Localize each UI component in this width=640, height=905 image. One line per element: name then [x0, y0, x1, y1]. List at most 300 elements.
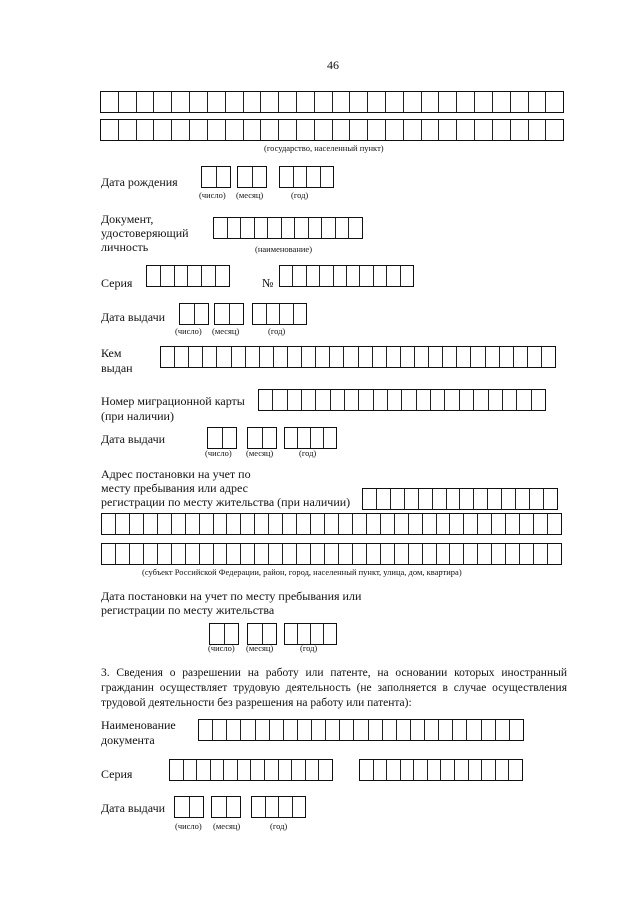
character-cell[interactable] [421, 120, 439, 140]
character-cell[interactable] [264, 760, 278, 780]
character-cell[interactable] [468, 760, 482, 780]
character-cell[interactable] [528, 92, 546, 112]
character-cell[interactable] [189, 797, 204, 817]
character-cell[interactable] [157, 514, 171, 534]
character-cell[interactable] [324, 514, 338, 534]
character-cell[interactable] [408, 514, 422, 534]
character-cell[interactable] [285, 428, 297, 448]
address-grid-row-3[interactable] [101, 543, 562, 565]
character-cell[interactable] [545, 92, 563, 112]
character-cell[interactable] [226, 544, 240, 564]
character-cell[interactable] [279, 304, 293, 324]
birth-month-grid[interactable] [237, 166, 267, 188]
character-cell[interactable] [390, 489, 404, 509]
character-cell[interactable] [305, 760, 319, 780]
work-series-grid[interactable] [169, 759, 333, 781]
character-cell[interactable] [463, 514, 477, 534]
character-cell[interactable] [118, 92, 136, 112]
character-cell[interactable] [213, 544, 227, 564]
character-cell[interactable] [161, 347, 174, 367]
character-cell[interactable] [499, 347, 513, 367]
character-cell[interactable] [224, 624, 239, 644]
address-grid-row-1[interactable] [362, 488, 558, 510]
character-cell[interactable] [296, 514, 310, 534]
character-cell[interactable] [527, 347, 541, 367]
character-cell[interactable] [248, 428, 262, 448]
character-cell[interactable] [207, 92, 225, 112]
character-cell[interactable] [308, 218, 322, 238]
character-cell[interactable] [474, 92, 492, 112]
character-cell[interactable] [376, 489, 390, 509]
character-cell[interactable] [533, 544, 547, 564]
character-cell[interactable] [171, 92, 189, 112]
character-cell[interactable] [268, 544, 282, 564]
character-cell[interactable] [543, 489, 557, 509]
character-cell[interactable] [485, 347, 499, 367]
character-cell[interactable] [225, 92, 243, 112]
character-cell[interactable] [315, 347, 329, 367]
character-cell[interactable] [215, 266, 229, 286]
character-cell[interactable] [456, 347, 470, 367]
character-cell[interactable] [428, 347, 442, 367]
character-cell[interactable] [531, 390, 545, 410]
character-cell[interactable] [212, 720, 226, 740]
character-cell[interactable] [311, 720, 325, 740]
character-cell[interactable] [323, 624, 336, 644]
character-cell[interactable] [509, 720, 523, 740]
character-cell[interactable] [216, 167, 231, 187]
character-cell[interactable] [367, 120, 385, 140]
character-cell[interactable] [454, 760, 468, 780]
character-cell[interactable] [194, 304, 209, 324]
character-cell[interactable] [301, 347, 315, 367]
character-cell[interactable] [252, 167, 267, 187]
character-cell[interactable] [183, 760, 197, 780]
character-cell[interactable] [319, 266, 332, 286]
character-cell[interactable] [487, 489, 501, 509]
character-cell[interactable] [332, 92, 350, 112]
character-cell[interactable] [199, 544, 213, 564]
migration-issue-day-grid[interactable] [207, 427, 237, 449]
character-cell[interactable] [153, 120, 171, 140]
character-cell[interactable] [240, 514, 254, 534]
character-cell[interactable] [143, 514, 157, 534]
character-cell[interactable] [473, 390, 487, 410]
character-cell[interactable] [238, 167, 252, 187]
character-cell[interactable] [171, 514, 185, 534]
character-cell[interactable] [296, 544, 310, 564]
character-cell[interactable] [387, 390, 401, 410]
character-cell[interactable] [436, 544, 450, 564]
character-cell[interactable] [545, 120, 563, 140]
character-cell[interactable] [533, 514, 547, 534]
character-cell[interactable] [208, 428, 222, 448]
character-cell[interactable] [416, 390, 430, 410]
birth-year-grid[interactable] [279, 166, 334, 188]
character-cell[interactable] [101, 92, 118, 112]
character-cell[interactable] [366, 514, 380, 534]
character-cell[interactable] [452, 720, 466, 740]
character-cell[interactable] [459, 489, 473, 509]
character-cell[interactable] [180, 304, 194, 324]
character-cell[interactable] [272, 390, 286, 410]
character-cell[interactable] [442, 347, 456, 367]
character-cell[interactable] [278, 120, 296, 140]
character-cell[interactable] [349, 92, 367, 112]
id-issue-day-grid[interactable] [179, 303, 209, 325]
character-cell[interactable] [240, 720, 254, 740]
character-cell[interactable] [210, 760, 224, 780]
id-series-grid[interactable] [146, 265, 230, 287]
character-cell[interactable] [508, 760, 522, 780]
character-cell[interactable] [278, 760, 292, 780]
character-cell[interactable] [213, 514, 227, 534]
character-cell[interactable] [444, 390, 458, 410]
character-cell[interactable] [438, 720, 452, 740]
issued-by-grid[interactable] [160, 346, 556, 368]
character-cell[interactable] [310, 514, 324, 534]
character-cell[interactable] [339, 720, 353, 740]
character-cell[interactable] [310, 428, 323, 448]
character-cell[interactable] [129, 514, 143, 534]
character-cell[interactable] [373, 390, 387, 410]
id-doc-name-grid[interactable] [213, 217, 363, 239]
character-cell[interactable] [171, 120, 189, 140]
character-cell[interactable] [254, 514, 268, 534]
character-cell[interactable] [400, 266, 413, 286]
character-cell[interactable] [189, 120, 207, 140]
character-cell[interactable] [280, 266, 292, 286]
character-cell[interactable] [477, 514, 491, 534]
character-cell[interactable] [459, 390, 473, 410]
character-cell[interactable] [481, 760, 495, 780]
character-cell[interactable] [214, 218, 227, 238]
character-cell[interactable] [294, 218, 308, 238]
character-cell[interactable] [346, 266, 359, 286]
character-cell[interactable] [424, 720, 438, 740]
character-cell[interactable] [231, 347, 245, 367]
character-cell[interactable] [227, 218, 241, 238]
character-cell[interactable] [491, 514, 505, 534]
character-cell[interactable] [196, 760, 210, 780]
character-cell[interactable] [323, 428, 336, 448]
character-cell[interactable] [310, 544, 324, 564]
character-cell[interactable] [226, 514, 240, 534]
character-cell[interactable] [201, 266, 215, 286]
character-cell[interactable] [210, 624, 224, 644]
character-cell[interactable] [207, 120, 225, 140]
character-cell[interactable] [382, 720, 396, 740]
character-cell[interactable] [414, 347, 428, 367]
character-cell[interactable] [255, 720, 269, 740]
character-cell[interactable] [240, 544, 254, 564]
character-cell[interactable] [260, 120, 278, 140]
character-cell[interactable] [366, 544, 380, 564]
id-number-grid[interactable] [279, 265, 414, 287]
character-cell[interactable] [547, 514, 561, 534]
character-cell[interactable] [282, 544, 296, 564]
birthplace-grid-row-1[interactable] [100, 91, 564, 113]
character-cell[interactable] [386, 266, 399, 286]
character-cell[interactable] [153, 92, 171, 112]
character-cell[interactable] [501, 489, 515, 509]
character-cell[interactable] [363, 489, 376, 509]
character-cell[interactable] [101, 120, 118, 140]
character-cell[interactable] [287, 347, 301, 367]
character-cell[interactable] [202, 347, 216, 367]
character-cell[interactable] [118, 120, 136, 140]
character-cell[interactable] [386, 347, 400, 367]
character-cell[interactable] [380, 544, 394, 564]
character-cell[interactable] [432, 489, 446, 509]
character-cell[interactable] [212, 797, 226, 817]
character-cell[interactable] [385, 120, 403, 140]
character-cell[interactable] [477, 544, 491, 564]
character-cell[interactable] [287, 390, 301, 410]
character-cell[interactable] [248, 624, 262, 644]
character-cell[interactable] [143, 544, 157, 564]
character-cell[interactable] [245, 347, 259, 367]
character-cell[interactable] [262, 428, 277, 448]
character-cell[interactable] [297, 624, 310, 644]
character-cell[interactable] [297, 428, 310, 448]
character-cell[interactable] [115, 514, 129, 534]
character-cell[interactable] [226, 797, 241, 817]
registration-month-grid[interactable] [247, 623, 277, 645]
work-issue-day-grid[interactable] [174, 796, 204, 818]
character-cell[interactable] [253, 304, 266, 324]
character-cell[interactable] [502, 390, 516, 410]
character-cell[interactable] [380, 514, 394, 534]
character-cell[interactable] [372, 347, 386, 367]
character-cell[interactable] [296, 92, 314, 112]
character-cell[interactable] [226, 720, 240, 740]
character-cell[interactable] [225, 120, 243, 140]
character-cell[interactable] [199, 720, 212, 740]
character-cell[interactable] [436, 514, 450, 534]
character-cell[interactable] [528, 120, 546, 140]
character-cell[interactable] [301, 390, 315, 410]
registration-day-grid[interactable] [209, 623, 239, 645]
character-cell[interactable] [216, 347, 230, 367]
character-cell[interactable] [265, 797, 279, 817]
character-cell[interactable] [495, 760, 509, 780]
character-cell[interactable] [505, 514, 519, 534]
character-cell[interactable] [292, 266, 305, 286]
character-cell[interactable] [529, 489, 543, 509]
character-cell[interactable] [223, 760, 237, 780]
character-cell[interactable] [330, 390, 344, 410]
character-cell[interactable] [175, 797, 189, 817]
character-cell[interactable] [513, 347, 527, 367]
character-cell[interactable] [229, 304, 244, 324]
character-cell[interactable] [267, 218, 281, 238]
migration-card-number-grid[interactable] [258, 389, 546, 411]
character-cell[interactable] [254, 544, 268, 564]
character-cell[interactable] [400, 760, 414, 780]
character-cell[interactable] [488, 390, 502, 410]
character-cell[interactable] [202, 167, 216, 187]
character-cell[interactable] [280, 167, 293, 187]
character-cell[interactable] [285, 624, 297, 644]
character-cell[interactable] [338, 514, 352, 534]
character-cell[interactable] [408, 544, 422, 564]
character-cell[interactable] [283, 720, 297, 740]
character-cell[interactable] [519, 544, 533, 564]
character-cell[interactable] [440, 760, 454, 780]
character-cell[interactable] [318, 760, 332, 780]
character-cell[interactable] [332, 120, 350, 140]
character-cell[interactable] [314, 120, 332, 140]
character-cell[interactable] [430, 390, 444, 410]
character-cell[interactable] [446, 489, 460, 509]
character-cell[interactable] [373, 760, 387, 780]
character-cell[interactable] [422, 544, 436, 564]
migration-issue-month-grid[interactable] [247, 427, 277, 449]
migration-issue-year-grid[interactable] [284, 427, 337, 449]
character-cell[interactable] [492, 120, 510, 140]
character-cell[interactable] [510, 92, 528, 112]
character-cell[interactable] [188, 347, 202, 367]
character-cell[interactable] [262, 624, 277, 644]
character-cell[interactable] [147, 266, 160, 286]
character-cell[interactable] [495, 720, 509, 740]
character-cell[interactable] [293, 304, 307, 324]
character-cell[interactable] [315, 390, 329, 410]
character-cell[interactable] [348, 218, 362, 238]
character-cell[interactable] [293, 167, 307, 187]
character-cell[interactable] [515, 489, 529, 509]
character-cell[interactable] [396, 720, 410, 740]
character-cell[interactable] [269, 720, 283, 740]
address-grid-row-2[interactable] [101, 513, 562, 535]
character-cell[interactable] [456, 92, 474, 112]
character-cell[interactable] [185, 514, 199, 534]
character-cell[interactable] [115, 544, 129, 564]
work-doc-name-grid[interactable] [198, 719, 524, 741]
character-cell[interactable] [353, 720, 367, 740]
character-cell[interactable] [519, 514, 533, 534]
character-cell[interactable] [418, 489, 432, 509]
character-cell[interactable] [470, 347, 484, 367]
character-cell[interactable] [404, 489, 418, 509]
registration-year-grid[interactable] [284, 623, 337, 645]
work-issue-year-grid[interactable] [251, 796, 306, 818]
character-cell[interactable] [360, 760, 373, 780]
character-cell[interactable] [102, 514, 115, 534]
character-cell[interactable] [240, 218, 254, 238]
character-cell[interactable] [547, 544, 561, 564]
character-cell[interactable] [473, 489, 487, 509]
character-cell[interactable] [320, 167, 334, 187]
character-cell[interactable] [268, 514, 282, 534]
id-issue-year-grid[interactable] [252, 303, 307, 325]
character-cell[interactable] [349, 120, 367, 140]
character-cell[interactable] [170, 760, 183, 780]
character-cell[interactable] [254, 218, 268, 238]
id-issue-month-grid[interactable] [214, 303, 244, 325]
character-cell[interactable] [394, 544, 408, 564]
character-cell[interactable] [325, 720, 339, 740]
character-cell[interactable] [413, 760, 427, 780]
character-cell[interactable] [306, 167, 320, 187]
character-cell[interactable] [329, 347, 343, 367]
character-cell[interactable] [463, 544, 477, 564]
work-issue-month-grid[interactable] [211, 796, 241, 818]
character-cell[interactable] [273, 347, 287, 367]
character-cell[interactable] [505, 544, 519, 564]
character-cell[interactable] [410, 720, 424, 740]
character-cell[interactable] [157, 544, 171, 564]
character-cell[interactable] [281, 218, 295, 238]
character-cell[interactable] [102, 544, 115, 564]
character-cell[interactable] [292, 797, 306, 817]
character-cell[interactable] [421, 92, 439, 112]
character-cell[interactable] [237, 760, 251, 780]
character-cell[interactable] [260, 92, 278, 112]
character-cell[interactable] [401, 390, 415, 410]
character-cell[interactable] [136, 92, 154, 112]
character-cell[interactable] [129, 544, 143, 564]
character-cell[interactable] [335, 218, 349, 238]
character-cell[interactable] [403, 92, 421, 112]
character-cell[interactable] [516, 390, 530, 410]
character-cell[interactable] [185, 544, 199, 564]
character-cell[interactable] [438, 92, 456, 112]
character-cell[interactable] [358, 390, 372, 410]
work-number-grid[interactable] [359, 759, 523, 781]
character-cell[interactable] [385, 92, 403, 112]
character-cell[interactable] [296, 120, 314, 140]
character-cell[interactable] [491, 544, 505, 564]
character-cell[interactable] [358, 347, 372, 367]
character-cell[interactable] [187, 266, 201, 286]
character-cell[interactable] [449, 544, 463, 564]
character-cell[interactable] [368, 720, 382, 740]
character-cell[interactable] [282, 514, 296, 534]
character-cell[interactable] [541, 347, 555, 367]
character-cell[interactable] [291, 760, 305, 780]
character-cell[interactable] [174, 266, 188, 286]
character-cell[interactable] [189, 92, 207, 112]
character-cell[interactable] [386, 760, 400, 780]
character-cell[interactable] [243, 92, 261, 112]
character-cell[interactable] [359, 266, 372, 286]
character-cell[interactable] [252, 797, 265, 817]
character-cell[interactable] [259, 390, 272, 410]
character-cell[interactable] [215, 304, 229, 324]
character-cell[interactable] [438, 120, 456, 140]
character-cell[interactable] [403, 120, 421, 140]
birthplace-grid-row-2[interactable] [100, 119, 564, 141]
character-cell[interactable] [278, 92, 296, 112]
character-cell[interactable] [259, 347, 273, 367]
character-cell[interactable] [333, 266, 346, 286]
character-cell[interactable] [243, 120, 261, 140]
character-cell[interactable] [136, 120, 154, 140]
character-cell[interactable] [352, 514, 366, 534]
character-cell[interactable] [474, 120, 492, 140]
character-cell[interactable] [278, 797, 292, 817]
character-cell[interactable] [466, 720, 480, 740]
character-cell[interactable] [427, 760, 441, 780]
character-cell[interactable] [160, 266, 174, 286]
character-cell[interactable] [456, 120, 474, 140]
character-cell[interactable] [373, 266, 386, 286]
character-cell[interactable] [394, 514, 408, 534]
character-cell[interactable] [343, 347, 357, 367]
character-cell[interactable] [310, 624, 323, 644]
